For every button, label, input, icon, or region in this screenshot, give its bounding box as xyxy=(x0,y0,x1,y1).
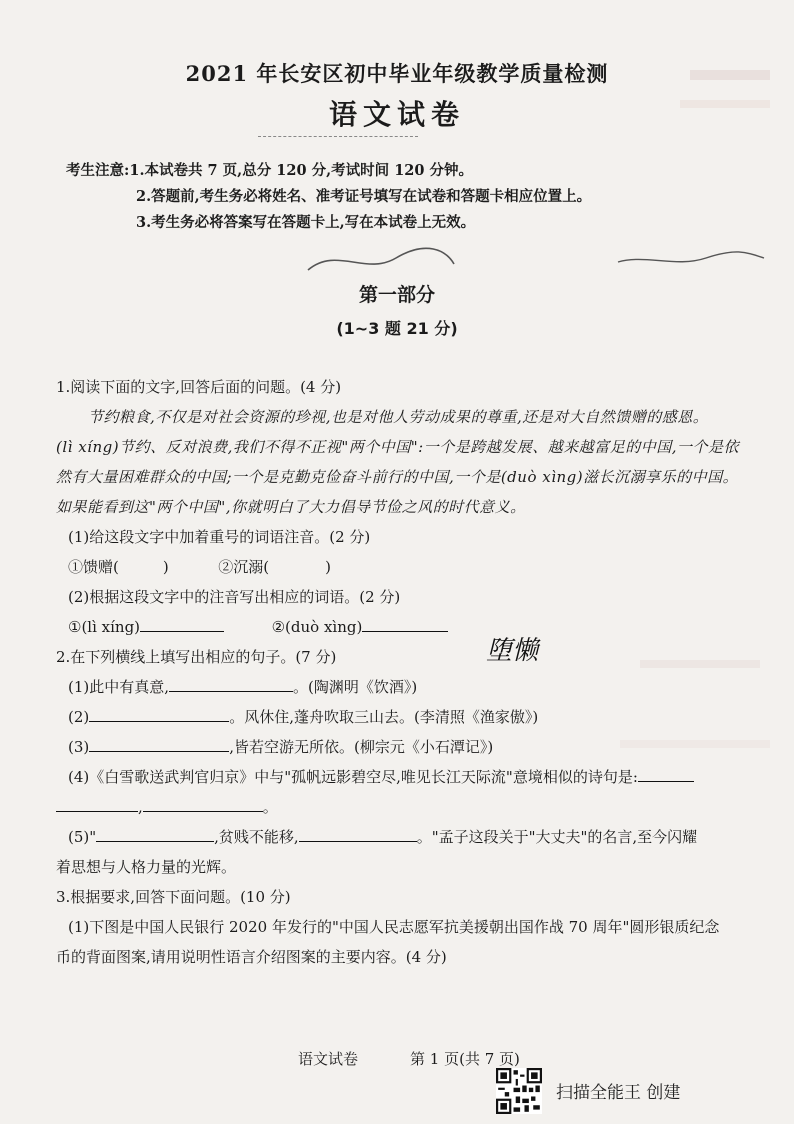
question-body xyxy=(56,372,776,972)
answer-blank[interactable] xyxy=(269,554,325,572)
q2-line: (5)" ,贫贱不能移, 。"孟子这段关于"大丈夫"的名言,至今闪耀 xyxy=(56,822,776,852)
subject-title: 语文试卷 xyxy=(328,98,465,131)
notice-label: 考生注意: xyxy=(66,162,130,179)
notice-item: 3.考生务必将答案写在答题卡上,写在本试卷上无效。 xyxy=(136,214,476,231)
scanner-watermark: 扫描全能王 创建 xyxy=(556,1083,681,1103)
answer-blank[interactable] xyxy=(143,793,263,812)
notice-block xyxy=(66,158,591,236)
answer-blank[interactable] xyxy=(89,703,229,722)
passage-line: (lì xíng)节约、反对浪费,我们不得不正视"两个中国":一个是跨越发展、越来越富足的中国,一个是依 xyxy=(56,438,739,456)
pencil-scribble xyxy=(616,244,766,274)
q1-sub2: (2)根据这段文字中的注音写出相应的词语。(2 分) xyxy=(68,588,401,606)
q2-line: (3) ,皆若空游无所依。(柳宗元《小石潭记》) xyxy=(56,732,776,762)
part-title: 第一部分 xyxy=(358,284,435,306)
page-footer xyxy=(298,1048,572,1069)
answer-blank[interactable] xyxy=(299,823,417,842)
part-subtitle: (1~3 题 21 分) xyxy=(336,319,458,338)
notice-row xyxy=(66,158,591,184)
answer-blank[interactable] xyxy=(638,763,694,782)
answer-blank[interactable] xyxy=(89,733,229,752)
handwritten-answer: 堕懒 xyxy=(486,636,539,666)
q1-sub2-answers: ①(lì xíng) ②(duò xìng) xyxy=(56,612,776,642)
q2-line: 着思想与人格力量的光辉。 xyxy=(56,858,237,876)
q2-stem: 2.在下列横线上填写出相应的句子。(7 分) xyxy=(56,648,337,666)
q2-line: (2) 。风休住,蓬舟吹取三山去。(李清照《渔家傲》) xyxy=(56,702,776,732)
notice-item: 2.答题前,考生务必将姓名、准考证号填写在试卷和答题卡相应位置上。 xyxy=(136,188,592,205)
q3-stem: 3.根据要求,回答下面问题。(10 分) xyxy=(56,888,291,906)
q1-stem: 1.阅读下面的文字,回答后面的问题。(4 分) xyxy=(56,378,342,396)
passage-line: 然有大量困难群众的中国;一个是克勤克俭奋斗前行的中国,一个是(duò xìng)滋长沉溺享乐的中国。 xyxy=(56,468,739,486)
divider xyxy=(258,136,418,137)
answer-blank[interactable] xyxy=(56,793,138,812)
footer-subject: 语文试卷 xyxy=(298,1050,359,1068)
passage-line: 如果能看到这"两个中国",你就明白了大力倡导节俭之风的时代意义。 xyxy=(56,498,526,516)
q1-sub1: (1)给这段文字中加着重号的词语注音。(2 分) xyxy=(68,528,371,546)
exam-title: 2021 年长安区初中毕业年级教学质量检测 xyxy=(185,61,609,86)
answer-blank[interactable] xyxy=(169,673,293,692)
notice-item: 1.本试卷共 7 页,总分 120 分,考试时间 120 分钟。 xyxy=(129,162,474,179)
answer-blank[interactable] xyxy=(140,613,224,632)
answer-blank[interactable] xyxy=(119,554,163,572)
q3-line: 币的背面图案,请用说明性语言介绍图案的主要内容。(4 分) xyxy=(56,948,447,966)
footer-page: 第 1 页(共 7 页) xyxy=(410,1050,520,1068)
qr-code-icon xyxy=(496,1068,542,1114)
q2-line: , 。 xyxy=(56,792,776,822)
passage-line: 节约粮食,不仅是对社会资源的珍视,也是对他人劳动成果的尊重,还是对大自然馈赠的感恩。 xyxy=(88,408,709,426)
answer-blank[interactable] xyxy=(96,823,214,842)
q1-sub1-answers: ①馈赠( ) ②沉溺( ) xyxy=(56,552,776,582)
q2-line: (1)此中有真意, 。(陶渊明《饮酒》) xyxy=(56,672,776,702)
answer-blank[interactable] xyxy=(362,613,448,632)
pencil-scribble xyxy=(306,240,456,280)
q3-line: (1)下图是中国人民银行 2020 年发行的"中国人民志愿军抗美援朝出国作战 70 周年"圆形银质纪念 xyxy=(68,918,720,936)
q2-line: (4)《白雪歌送武判官归京》中与"孤帆远影碧空尽,唯见长江天际流"意境相似的诗句是: xyxy=(56,762,776,792)
